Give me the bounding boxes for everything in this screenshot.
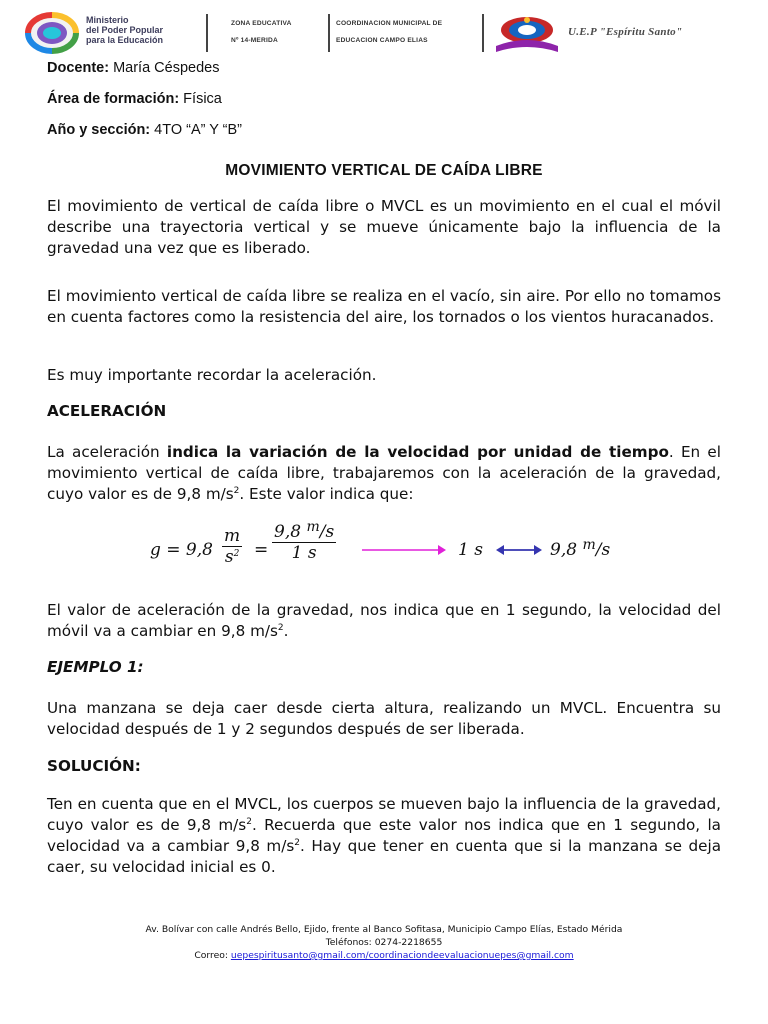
zona-line: ZONA EDUCATIVA xyxy=(231,20,292,27)
letterhead xyxy=(18,8,758,58)
email-link[interactable]: uepespiritusanto@gmail.com/coordinaciondeevaluacionuepes@gmail.com xyxy=(230,950,574,961)
docente-line xyxy=(47,60,219,76)
superscript: 2 xyxy=(246,817,252,827)
text-run: El valor de aceleración de la gravedad, nos indica que en 1 segundo, la velocidad del móvil va a cambiar en 9,8 m/s xyxy=(47,601,721,640)
paragraph-aceleracion xyxy=(47,442,721,505)
coordinacion-line: COORDINACION MUNICIPAL DE xyxy=(336,20,443,27)
ministry-text-line: Ministerio xyxy=(86,15,129,25)
section-heading-aceleracion: ACELERACIÓN xyxy=(47,402,167,420)
num-value: 9,8 xyxy=(274,522,302,542)
header-divider xyxy=(328,14,330,52)
result-unit-num: m xyxy=(582,537,596,553)
fraction-numerator: m xyxy=(224,526,241,546)
gravity-formula xyxy=(150,520,650,582)
header-divider xyxy=(482,14,484,52)
formula-equals: = xyxy=(254,540,269,560)
superscript: 2 xyxy=(277,623,284,633)
text-run: La aceleración xyxy=(47,443,167,461)
fraction-numerator: 9,8 $^m$/s xyxy=(274,519,335,542)
anio-line xyxy=(47,122,242,138)
paragraph-definition: El movimiento de vertical de caída libre o MVCL es un movimiento en el cual el móvil describe una trayectoria vertical y se mueve únicamente bajo la influencia de la gravedad una vez que es liberado. xyxy=(47,197,721,257)
area-label: Área de formación: xyxy=(47,91,180,107)
result-value: 9,8 xyxy=(550,540,578,560)
docente-value: María Céspedes xyxy=(109,60,220,76)
text-run: Ten en cuenta que en el MVCL, los cuerpos se mueven bajo la influencia de la gravedad, cuyo valor es de 9,8 m/s xyxy=(47,795,721,834)
text-run: . Este valor indica que: xyxy=(239,485,414,503)
den-base: s xyxy=(224,547,234,567)
paragraph-solution xyxy=(47,794,721,878)
paragraph-reminder: Es muy importante recordar la aceleración. xyxy=(47,366,377,384)
formula-fraction-units xyxy=(222,526,242,567)
ministry-logo xyxy=(22,10,192,56)
paragraph-example: Una manzana se deja caer desde cierta altura, realizando un MVCL. Encuentra su velocidad después de 1 y 2 segundos después de ser liberada. xyxy=(47,699,721,738)
text-run: . En el movimiento vertical de caída libre, trabajaremos con la aceleración de la gravedad, cuyo valor es de 9,8 m/s xyxy=(47,443,721,503)
superscript: 2 xyxy=(233,486,240,496)
result-unit-den: s xyxy=(601,540,611,560)
emphasis-text: indica la variación de la velocidad por unidad de tiempo xyxy=(166,443,669,461)
ministry-text-line: para la Educación xyxy=(86,35,164,45)
footer-email xyxy=(0,950,768,961)
formula-time: 1 s xyxy=(458,540,483,560)
page-title: MOVIMIENTO VERTICAL DE CAÍDA LIBRE xyxy=(225,162,543,179)
section-heading-solucion: SOLUCIÓN: xyxy=(47,757,141,775)
superscript: 2 xyxy=(294,838,300,848)
school-name: U.E.P "Espíritu Santo" xyxy=(568,26,683,38)
coordinacion-line: EDUCACION CAMPO ELIAS xyxy=(336,37,428,44)
fraction-denominator xyxy=(222,547,242,567)
text-run: . Hay que tener en cuenta que si la manzana se deja caer, su velocidad inicial es 0. xyxy=(47,837,721,876)
ministry-text-line: del Poder Popular xyxy=(86,25,164,35)
footer-email-label: Correo: xyxy=(194,950,231,961)
formula-result: 9,8 $^m$/s xyxy=(550,537,611,560)
coordinacion-block xyxy=(336,20,442,45)
ministry-ring-icon xyxy=(22,10,82,56)
text-run: . Recuerda que este valor nos indica que en 1 segundo, la velocidad va a cambiar 9,8 m/s xyxy=(47,816,721,855)
footer-phones: Teléfonos: 0274-2218655 xyxy=(325,937,443,948)
section-heading-ejemplo: EJEMPLO 1: xyxy=(47,658,144,676)
anio-value: 4TO “A” Y “B” xyxy=(150,122,242,138)
ministry-logo-text xyxy=(86,15,196,45)
area-line xyxy=(47,91,222,107)
double-arrow-icon xyxy=(496,544,542,556)
footer-address: Av. Bolívar con calle Andrés Bello, Ejido, frente al Banco Sofitasa, Municipio Campo Elías, Estado Mérida xyxy=(145,924,623,935)
docente-label: Docente: xyxy=(47,60,110,76)
header-divider xyxy=(206,14,208,52)
fraction-denominator: 1 s xyxy=(291,543,317,563)
unit-num: m xyxy=(306,519,320,535)
text-run: . xyxy=(283,622,289,640)
right-arrow-icon xyxy=(362,544,446,556)
school-crest-icon xyxy=(488,12,566,54)
formula-fraction-values xyxy=(272,519,336,563)
den-exponent: 2 xyxy=(233,549,240,559)
paragraph-gravity-meaning xyxy=(47,600,721,642)
anio-label: Año y sección: xyxy=(47,122,151,138)
zona-educativa-block xyxy=(231,20,292,45)
paragraph-vacuum: El movimiento vertical de caída libre se realiza en el vacío, sin aire. Por ello no tomamos en cuenta factores como la resistencia del aire, los tornados o los vientos huracanados. xyxy=(47,287,721,326)
unit-den: s xyxy=(325,522,335,542)
area-value: Física xyxy=(179,91,222,107)
zona-line: Nº 14-MERIDA xyxy=(231,37,278,44)
formula-lhs: g = 9,8 xyxy=(150,540,213,560)
